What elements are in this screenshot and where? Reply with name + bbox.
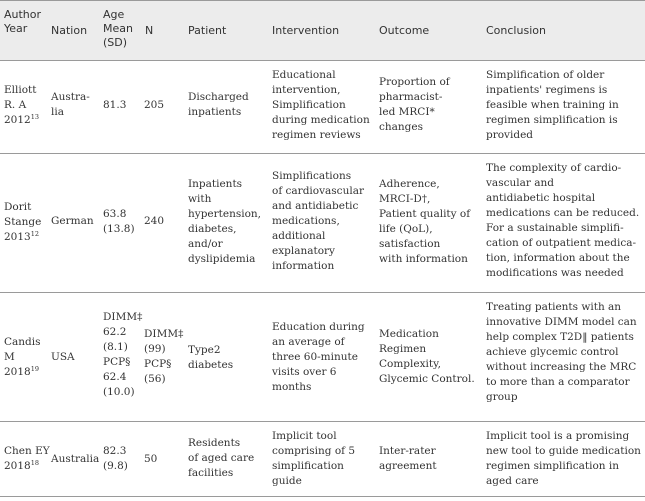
cell-patient: Discharged inpatients — [188, 91, 249, 118]
header-outcome: Outcome — [379, 24, 430, 37]
cell-nation: Australia — [51, 453, 100, 465]
cell-conclusion: Treating patients with an innovative DIMM model can help complex T2D‖ patients achieve glycemic control without increasing the MRC to more than a comparator group — [486, 301, 637, 403]
cell-age: DIMM‡ 62.2 (8.1) PCP§ 62.4 (10.0) — [103, 311, 143, 398]
cell-intervention: Educational intervention, Simplification during medication regimen reviews — [272, 69, 370, 141]
cell-nation: German — [51, 215, 94, 227]
header-patient: Patient — [188, 24, 227, 37]
table-row — [0, 422, 645, 497]
cell-intervention: Simplifications of cardiovascular and antidiabetic medications, additional explanatory information — [272, 170, 364, 272]
cell-nation: USA — [51, 351, 75, 363]
cell-conclusion: Simplification of older inpatients' regimens is feasible when training in regimen simplification is provided — [486, 69, 619, 141]
cell-patient: Residents of aged care facilities — [188, 437, 255, 479]
header-nation: Nation — [51, 24, 88, 37]
cell-outcome: Medication Regimen Complexity, Glycemic Control. — [379, 328, 475, 385]
table-row — [0, 61, 645, 154]
cell-n: 240 — [144, 215, 165, 227]
table-row — [0, 293, 645, 422]
cell-intervention: Implicit tool comprising of 5 simplification guide — [272, 430, 356, 487]
cell-age: 81.3 — [103, 99, 127, 111]
header-intervention: Intervention — [272, 24, 340, 37]
cell-conclusion: Implicit tool is a promising new tool to guide medication regimen simplification in aged care — [486, 430, 641, 487]
cell-age: 82.3 (9.8) — [103, 445, 128, 472]
cell-author: Elliott R. A 2012$^{13}$ — [4, 84, 40, 126]
table-row — [0, 154, 645, 293]
cell-conclusion: The complexity of cardio- vascular and antidiabetic hospital medications can be reduced. For a sustainable simplifi- cation of outpatient medica- tion, information about the modifications was needed — [486, 162, 640, 279]
header-author-year: Author Year — [4, 8, 42, 35]
cell-outcome: Adherence, MRCI-D†, Patient quality of life (QoL), satisfaction with information — [379, 178, 471, 265]
cell-author: Candis M 2018$^{19}$ — [4, 336, 41, 378]
cell-n: 50 — [144, 453, 158, 465]
cell-author: Chen EY 2018$^{18}$ — [4, 445, 50, 472]
header-age: Age Mean (SD) — [103, 8, 133, 49]
cell-outcome: Inter-rater agreement — [379, 445, 437, 472]
cell-nation: Austra- lia — [51, 91, 90, 118]
cell-outcome: Proportion of pharmacist- led MRCI* changes — [379, 76, 450, 133]
table-header — [0, 0, 645, 61]
header-conclusion: Conclusion — [486, 24, 546, 37]
cell-n: 205 — [144, 99, 165, 111]
cell-age: 63.8 (13.8) — [103, 208, 135, 235]
header-n: N — [145, 24, 154, 37]
cell-intervention: Education during an average of three 60-minute visits over 6 months — [272, 321, 365, 393]
cell-patient: Type2 diabetes — [188, 344, 234, 371]
cell-author: Dorit Stange 2013$^{12}$ — [4, 201, 42, 243]
cell-n: DIMM‡ (99) PCP§ (56) — [144, 328, 184, 385]
cell-patient: Inpatients with hypertension, diabetes, and/or dyslipidemia — [188, 178, 262, 265]
